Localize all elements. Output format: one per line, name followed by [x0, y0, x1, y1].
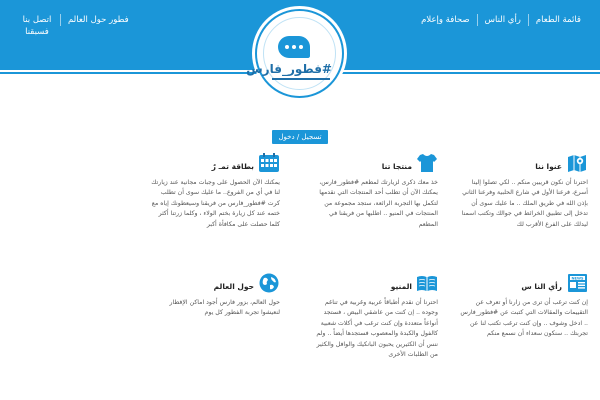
feature-title: المنيو [390, 282, 412, 291]
feature-location[interactable] [458, 152, 588, 230]
globe-icon [258, 272, 280, 294]
logo-inner-ring [246, 17, 336, 90]
nav-item-reviews[interactable]: رأي الناس [477, 14, 528, 26]
feature-description: احترنا أن نقدم أطباقاً عربية وغربية في تناغم وجوده .. إن كنت من عاشقي البيض ، فستجد أنواعاً متعددة وإن كنت ترغب في أكلات شعبية كالفول والكبدة والمعصوب فستجدها أيضاً .. ولم ننس أن الكثيرين يحبون البانكيك والوافل والكثير من الطلبات الأخرى [316, 299, 438, 359]
feature-description: إن كنت ترغب أن ترى من زارنا أو تعرف عن التقييمات والمقالات التي كتبت عن #فطور_فارس .. ادخل وشوف .. وإن كنت ترغب تكتب لنا عن تجربتك .. سنكون سعداء أن نسمع منكم [460, 299, 588, 338]
speech-bubble-icon [278, 36, 310, 58]
feature-header [458, 272, 588, 296]
map-pin-icon [566, 152, 588, 174]
feature-description: حول العالم، بزور فارس أجود اماكن الإفطار لنعيشوا تجربة الفطور كل يوم [169, 299, 280, 317]
feature-title: منتجا تنا [381, 162, 412, 171]
feature-header [458, 152, 588, 176]
feature-products[interactable] [308, 152, 438, 230]
feature-loyalty-card[interactable] [150, 152, 280, 230]
login-button[interactable]: تسجيل / دخول [272, 130, 328, 144]
feature-title: عنوا ننا [535, 162, 562, 171]
feature-description: خذ معك ذكرى لزيارتك لمطعم #فطور_فارس، يمكنك الآن أن تطلب أحد المنتجات التي نقدمها لتكمل بها التجربة الرائعة، ستجد مجموعة من المنتجات في المنيو .. اطلبها من فريقنا في المطعم [319, 179, 438, 228]
svg-text:NEWS: NEWS [571, 276, 584, 281]
feature-title: رأي النا س [521, 282, 562, 291]
feature-description: يمكنك الآن الحصول على وجبات مجانية عند زيارتك لنا في أي من الفروع.. ما عليك سوى أن تطلب كرت #فطور_فارس من فريقنا وسيعطونك إياه مع ختمه عند كل زيارة بختم الولاء ، وكلما زرتنا أكثر كلما حصلت على مكافأة أكبر [151, 179, 280, 228]
nav-item-contact-sub: فسبقنا [25, 27, 49, 37]
feature-reviews[interactable] [458, 272, 588, 340]
newspaper-icon [566, 272, 588, 294]
feature-around-world[interactable] [150, 272, 280, 319]
feature-header [150, 272, 280, 296]
tshirt-icon [416, 152, 438, 174]
nav-left-group [14, 14, 136, 38]
nav-item-world[interactable]: فطور حول العالم [60, 14, 136, 26]
nav-item-press[interactable]: صحافة وإعلام [421, 15, 470, 25]
nav-item-contact-label: اتصل بنا [22, 15, 52, 25]
logo[interactable] [246, 9, 344, 98]
feature-title: بطاقة تمـ رٌ [211, 162, 254, 171]
feature-menu[interactable] [308, 272, 438, 360]
feature-header [150, 152, 280, 176]
calendar-icon [258, 152, 280, 174]
logo-underline [272, 78, 330, 80]
nav-item-menu[interactable]: قائمة الطعام [528, 14, 588, 26]
nav-right-group [414, 14, 588, 26]
feature-header [308, 272, 438, 296]
feature-header [308, 152, 438, 176]
feature-description: احترنا أن نكون قريبين منكم .. لكي تصلوا إلينا أسرع، فرعنا الأول في شارع الحلبية وفرعنا الثاني بإذن الله في طريق الملك .. ما عليك سوى أن تدخل إلى تطبيق الخرائط في جوالك وتكتب اسمنا ليدلك على الفرع الأقرب لك [461, 179, 588, 228]
feature-title: حول العالم [213, 282, 254, 291]
nav-item-contact[interactable] [14, 14, 60, 38]
logo-text: #فطور_فارس [246, 62, 332, 76]
open-book-icon [416, 272, 438, 294]
